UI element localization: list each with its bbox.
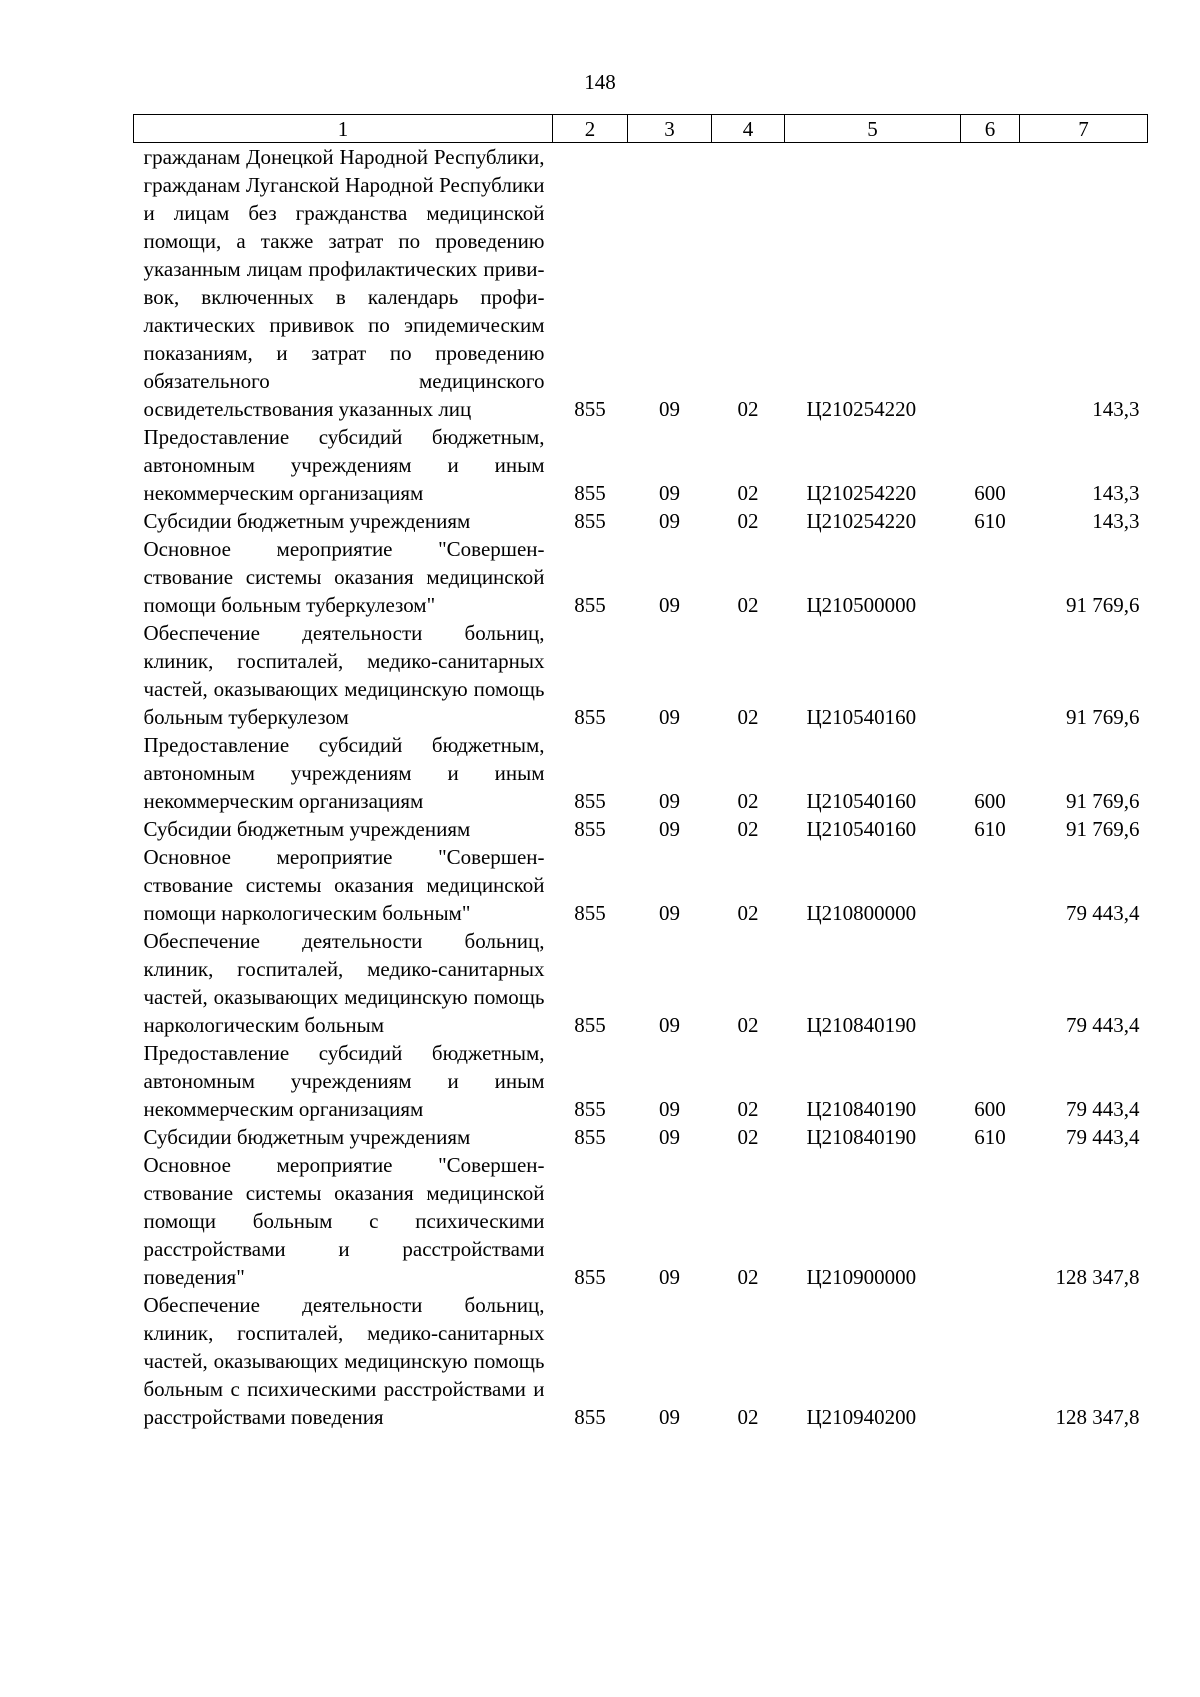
- row-section: 09: [659, 509, 680, 533]
- column-header: 7: [1020, 115, 1148, 143]
- row-name: Обеспечение деятельности больниц, клиник, госпиталей, медико-санитарных частей, оказывающих медицинскую помощь больным с психическими расстройствами и расстройствами поведения: [143, 1293, 545, 1429]
- row-expense-type: 600: [974, 481, 1006, 505]
- row-ministry-code: 855: [574, 397, 606, 421]
- row-name: Субсидии бюджетным учреждениям: [143, 509, 471, 533]
- row-subsection: 02: [737, 1013, 759, 1037]
- column-header: 1: [134, 115, 553, 143]
- budget-table: [133, 114, 1148, 1431]
- row-expense-type: [961, 143, 1020, 424]
- row-subsection: 02: [737, 705, 759, 729]
- row-target-article: Ц210540160: [806, 817, 917, 841]
- row-name: Субсидии бюджетным учреждениям: [143, 817, 471, 841]
- row-expense-type: [961, 619, 1020, 731]
- table-row: [134, 535, 1148, 619]
- row-amount: 79 443,4: [1066, 1013, 1140, 1037]
- table-row: [134, 423, 1148, 507]
- table-row: [134, 927, 1148, 1039]
- row-ministry-code: 855: [574, 1097, 606, 1121]
- row-expense-type: [961, 1291, 1020, 1431]
- table-row: [134, 815, 1148, 843]
- row-section: 09: [659, 1265, 680, 1289]
- row-name: Предоставление субсидий бюджетным, автономным учреждениям и иным некоммерческим организациям: [143, 733, 545, 813]
- row-ministry-code: 855: [574, 509, 606, 533]
- row-expense-type: [961, 843, 1020, 927]
- table-row: [134, 1151, 1148, 1291]
- row-subsection: 02: [737, 1125, 759, 1149]
- column-header: 6: [961, 115, 1020, 143]
- row-name: Предоставление субсидий бюджетным, автономным учреждениям и иным некоммерческим организациям: [143, 425, 545, 505]
- table-row: [134, 1291, 1148, 1431]
- row-ministry-code: 855: [574, 1405, 606, 1429]
- row-target-article: Ц210800000: [806, 901, 917, 925]
- row-name: Обеспечение деятельности больниц, клиник, госпиталей, медико-санитарных частей, оказывающих медицинскую помощь больным туберкулезом: [143, 621, 545, 729]
- row-ministry-code: 855: [574, 1013, 606, 1037]
- row-target-article: Ц210900000: [806, 1265, 917, 1289]
- row-amount: 79 443,4: [1066, 1125, 1140, 1149]
- row-subsection: 02: [737, 481, 759, 505]
- page-number: 148: [584, 70, 616, 94]
- column-header: 5: [785, 115, 961, 143]
- row-expense-type: 610: [974, 509, 1006, 533]
- row-section: 09: [659, 397, 680, 421]
- row-subsection: 02: [737, 1405, 759, 1429]
- row-amount: 91 769,6: [1066, 593, 1140, 617]
- row-ministry-code: 855: [574, 481, 606, 505]
- row-target-article: Ц210840190: [806, 1097, 917, 1121]
- row-ministry-code: 855: [574, 593, 606, 617]
- row-ministry-code: 855: [574, 705, 606, 729]
- row-section: 09: [659, 1405, 680, 1429]
- row-amount: 143,3: [1092, 397, 1140, 421]
- row-expense-type: 610: [974, 817, 1006, 841]
- column-header: 4: [712, 115, 785, 143]
- row-section: 09: [659, 1097, 680, 1121]
- row-section: 09: [659, 593, 680, 617]
- row-name: Основное мероприятие "Совершенствование системы оказания медицинской помощи больным туберкулезом": [143, 537, 545, 617]
- row-section: 09: [659, 481, 680, 505]
- row-amount: 91 769,6: [1066, 817, 1140, 841]
- row-amount: 143,3: [1092, 481, 1140, 505]
- table-row: [134, 731, 1148, 815]
- row-subsection: 02: [737, 789, 759, 813]
- row-name: Обеспечение деятельности больниц, клиник, госпиталей, медико-санитарных частей, оказывающих медицинскую помощь наркологическим больным: [143, 929, 545, 1037]
- row-target-article: Ц210540160: [806, 789, 917, 813]
- row-section: 09: [659, 705, 680, 729]
- row-section: 09: [659, 789, 680, 813]
- row-name: Основное мероприятие "Совершенствование системы оказания медицинской помощи больным с психическими расстройствами и расстройствами поведения": [143, 1153, 545, 1289]
- row-subsection: 02: [737, 397, 759, 421]
- row-subsection: 02: [737, 817, 759, 841]
- table-row: [134, 1123, 1148, 1151]
- row-name: Субсидии бюджетным учреждениям: [143, 1125, 471, 1149]
- row-amount: 91 769,6: [1066, 789, 1140, 813]
- row-ministry-code: 855: [574, 901, 606, 925]
- column-header: 2: [553, 115, 628, 143]
- column-header: 3: [628, 115, 712, 143]
- row-target-article: Ц210840190: [806, 1125, 917, 1149]
- row-expense-type: [961, 535, 1020, 619]
- row-target-article: Ц210500000: [806, 593, 917, 617]
- row-expense-type: [961, 1151, 1020, 1291]
- row-section: 09: [659, 1013, 680, 1037]
- row-section: 09: [659, 1125, 680, 1149]
- row-target-article: Ц210254220: [806, 397, 917, 421]
- row-amount: 91 769,6: [1066, 705, 1140, 729]
- table-row: [134, 619, 1148, 731]
- row-ministry-code: 855: [574, 1265, 606, 1289]
- row-subsection: 02: [737, 593, 759, 617]
- table-row: [134, 843, 1148, 927]
- row-amount: 143,3: [1092, 509, 1140, 533]
- row-expense-type: 600: [974, 1097, 1006, 1121]
- row-ministry-code: 855: [574, 1125, 606, 1149]
- row-expense-type: 610: [974, 1125, 1006, 1149]
- row-amount: 128 347,8: [1055, 1405, 1140, 1429]
- row-target-article: Ц210540160: [806, 705, 917, 729]
- table-row: [134, 1039, 1148, 1123]
- row-target-article: Ц210254220: [806, 481, 917, 505]
- row-name: Предоставление субсидий бюджетным, автономным учреждениям и иным некоммерческим организациям: [143, 1041, 545, 1121]
- row-ministry-code: 855: [574, 789, 606, 813]
- row-section: 09: [659, 901, 680, 925]
- table-row: [134, 143, 1148, 424]
- row-subsection: 02: [737, 901, 759, 925]
- row-target-article: Ц210940200: [806, 1405, 917, 1429]
- row-amount: 79 443,4: [1066, 901, 1140, 925]
- table-header-row: [134, 115, 1148, 143]
- row-subsection: 02: [737, 1265, 759, 1289]
- row-target-article: Ц210840190: [806, 1013, 917, 1037]
- row-expense-type: 600: [974, 789, 1006, 813]
- row-ministry-code: 855: [574, 817, 606, 841]
- row-name: Основное мероприятие "Совершенствование системы оказания медицинской помощи наркологическим больным": [143, 845, 545, 925]
- row-section: 09: [659, 817, 680, 841]
- row-amount: 79 443,4: [1066, 1097, 1140, 1121]
- row-name: гражданам Донецкой Народной Республики, гражданам Луганской Народной Республики и лицам без гражданства медицинской помощи, а также затрат по проведению указанным лицам профилактических прививок, включенных в календарь профилактических прививок по эпидемическим показаниям, и затрат по проведению обязательного медицинского освидетельствования указанных лиц: [143, 145, 545, 421]
- row-subsection: 02: [737, 1097, 759, 1121]
- row-expense-type: [961, 927, 1020, 1039]
- row-subsection: 02: [737, 509, 759, 533]
- table-row: [134, 507, 1148, 535]
- row-target-article: Ц210254220: [806, 509, 917, 533]
- row-amount: 128 347,8: [1055, 1265, 1140, 1289]
